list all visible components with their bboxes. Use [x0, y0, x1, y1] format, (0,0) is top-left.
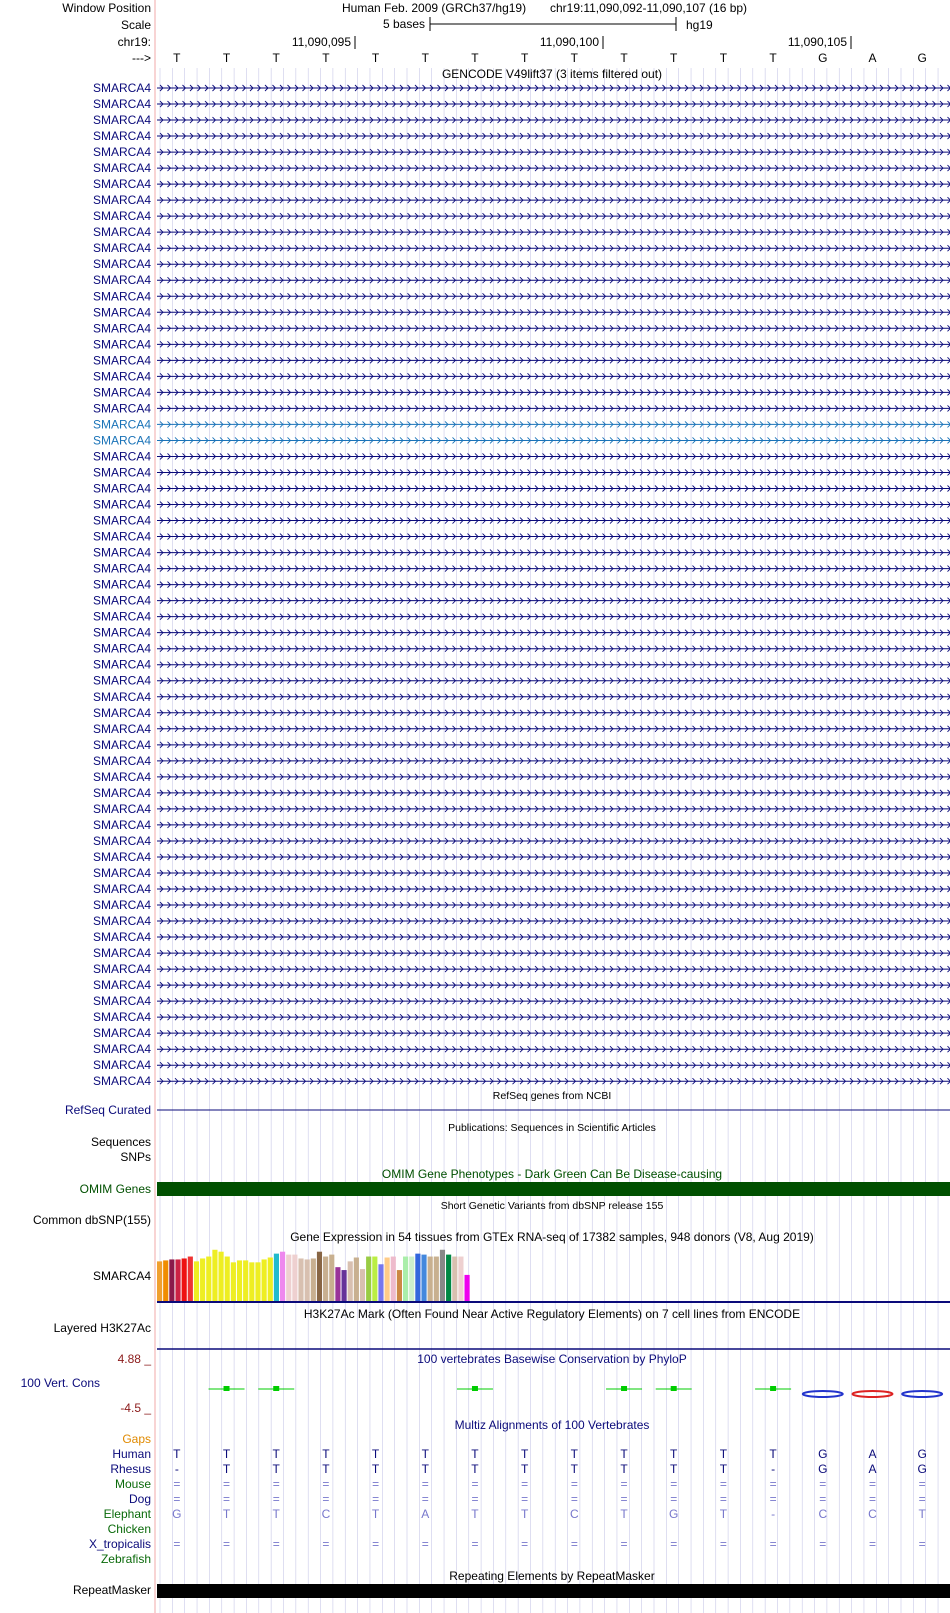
aligned-base: T [719, 1447, 728, 1461]
aligned-base: - [174, 1462, 179, 1476]
gtex-tissue-bar[interactable] [231, 1262, 236, 1301]
gencode-gene-label[interactable]: SMARCA4 [92, 113, 151, 128]
reference-base: T [670, 51, 678, 65]
position-text: chr19:11,090,092-11,090,107 (16 bp) [550, 1, 748, 15]
gtex-label[interactable]: SMARCA4 [92, 1269, 151, 1283]
gencode-gene-label[interactable]: SMARCA4 [92, 161, 151, 176]
scale-text: 5 bases [382, 17, 425, 31]
gtex-tissue-bar[interactable] [421, 1255, 426, 1301]
aligned-base: = [421, 1492, 429, 1506]
gtex-tissue-bar[interactable] [175, 1259, 180, 1301]
phylop-peak [621, 1386, 627, 1391]
omim-title: OMIM Gene Phenotypes - Dark Green Can Be Disease-causing [381, 1167, 723, 1181]
gencode-gene-label[interactable]: SMARCA4 [92, 545, 151, 560]
gtex-tissue-bar[interactable] [452, 1257, 457, 1301]
dbsnp-label[interactable]: Common dbSNP(155) [32, 1213, 151, 1227]
aligned-base: = [471, 1477, 479, 1491]
aligned-base: T [918, 1507, 926, 1521]
gtex-tissue-bar[interactable] [440, 1250, 445, 1301]
gtex-tissue-bar[interactable] [194, 1261, 199, 1301]
chrom-label: chr19: [117, 35, 151, 49]
gencode-gene-label[interactable]: SMARCA4 [92, 1010, 151, 1025]
gencode-gene-label[interactable]: SMARCA4 [92, 241, 151, 256]
aligned-base: T [670, 1462, 678, 1476]
reference-base: T [471, 51, 479, 65]
aligned-base: T [520, 1507, 529, 1521]
aligned-base: = [819, 1477, 827, 1491]
gtex-tissue-bar[interactable] [262, 1259, 267, 1301]
phylop-peak [472, 1386, 478, 1391]
aligned-base: T [570, 1462, 579, 1476]
assembly-text: Human Feb. 2009 (GRCh37/hg19) [342, 1, 527, 15]
gtex-tissue-bar[interactable] [317, 1252, 322, 1301]
gtex-tissue-bar[interactable] [212, 1250, 217, 1301]
gtex-tissue-bar[interactable] [274, 1254, 279, 1301]
aligned-base: T [173, 1447, 181, 1461]
aligned-base: T [322, 1462, 330, 1476]
aligned-base: T [272, 1462, 280, 1476]
aligned-base: T [520, 1447, 529, 1461]
aligned-base: = [421, 1537, 429, 1551]
aligned-base: C [868, 1507, 877, 1521]
gencode-gene-label[interactable]: SMARCA4 [92, 369, 151, 384]
aligned-base: T [620, 1462, 628, 1476]
species-label[interactable]: Chicken [107, 1522, 151, 1536]
multiz-species-row[interactable] [122, 1432, 151, 1446]
phylop-peak [273, 1386, 279, 1391]
gtex-tissue-bar[interactable] [372, 1257, 377, 1301]
gencode-gene-label[interactable]: SMARCA4 [92, 529, 151, 544]
reference-base: T [620, 51, 628, 65]
gtex-tissue-bar[interactable] [292, 1255, 297, 1301]
gtex-tissue-bar[interactable] [255, 1262, 260, 1301]
species-label[interactable]: Gaps [122, 1432, 151, 1446]
aligned-base: T [272, 1507, 280, 1521]
gtex-tissue-bar[interactable] [286, 1255, 291, 1301]
aligned-base: = [670, 1477, 678, 1491]
aligned-base: = [223, 1477, 231, 1491]
repeatmasker-label[interactable]: RepeatMasker [72, 1583, 151, 1597]
phylop-peak [224, 1386, 230, 1391]
reference-base: T [173, 51, 181, 65]
aligned-base: = [322, 1537, 330, 1551]
gencode-gene-label[interactable]: SMARCA4 [92, 1074, 151, 1089]
db-text: hg19 [686, 18, 713, 32]
aligned-base: = [918, 1477, 926, 1491]
gtex-tissue-bar[interactable] [305, 1259, 310, 1301]
phylop-ymin: -4.5 _ [120, 1401, 151, 1415]
gencode-gene-label[interactable]: SMARCA4 [92, 673, 151, 688]
gtex-tissue-bar[interactable] [219, 1252, 224, 1301]
aligned-base: = [868, 1477, 876, 1491]
gtex-tissue-bar[interactable] [249, 1262, 254, 1301]
aligned-base: T [769, 1447, 777, 1461]
aligned-base: = [322, 1477, 330, 1491]
aligned-base: A [868, 1447, 877, 1461]
gencode-gene-label[interactable]: SMARCA4 [92, 417, 151, 432]
strand-label: ---> [132, 51, 151, 65]
gtex-tissue-bar[interactable] [348, 1261, 353, 1301]
gencode-gene-label[interactable]: SMARCA4 [92, 609, 151, 624]
aligned-base: = [223, 1537, 231, 1551]
reference-base: T [322, 51, 330, 65]
gtex-tissue-bar[interactable] [415, 1254, 420, 1301]
aligned-base: T [620, 1507, 628, 1521]
omim-gene-bar[interactable] [157, 1182, 950, 1196]
phylop-label[interactable]: 100 Vert. Cons [20, 1376, 100, 1390]
aligned-base: = [620, 1477, 628, 1491]
gtex-tissue-bar[interactable] [391, 1257, 396, 1301]
gencode-gene-label[interactable]: SMARCA4 [92, 401, 151, 416]
aligned-base: = [719, 1477, 727, 1491]
omim-label[interactable]: OMIM Genes [79, 1182, 151, 1196]
gtex-tissue-bar[interactable] [200, 1258, 205, 1301]
gencode-gene-label[interactable]: SMARCA4 [92, 962, 151, 977]
multiz-alignment[interactable] [89, 1432, 927, 1566]
phylop-ymax: 4.88 _ [117, 1352, 151, 1366]
gtex-tissue-bar[interactable] [446, 1255, 451, 1301]
gtex-tissue-bar[interactable] [323, 1257, 328, 1301]
h3k27ac-label[interactable]: Layered H3K27Ac [53, 1321, 151, 1335]
aligned-base: = [769, 1492, 777, 1506]
gencode-gene-label[interactable]: SMARCA4 [92, 129, 151, 144]
refseq-label[interactable]: RefSeq Curated [64, 1103, 151, 1117]
gencode-gene-label[interactable]: SMARCA4 [92, 833, 151, 848]
phylop-peak [770, 1386, 776, 1391]
aligned-base: C [570, 1507, 579, 1521]
gencode-gene-label[interactable]: SMARCA4 [92, 994, 151, 1009]
aligned-base: = [918, 1492, 926, 1506]
phylop-title: 100 vertebrates Basewise Conservation by PhyloP [417, 1352, 687, 1366]
phylop-peak [671, 1386, 677, 1391]
gencode-gene-label[interactable]: SMARCA4 [92, 801, 151, 816]
gencode-gene-label[interactable]: SMARCA4 [92, 625, 151, 640]
multiz-species-row[interactable] [112, 1447, 927, 1461]
gencode-gene-label[interactable]: SMARCA4 [92, 641, 151, 656]
aligned-base: T [421, 1462, 429, 1476]
aligned-base: T [471, 1507, 479, 1521]
aligned-base: = [521, 1492, 529, 1506]
reference-base: G [917, 51, 927, 65]
aligned-base: = [173, 1492, 181, 1506]
aligned-base: = [670, 1537, 678, 1551]
aligned-base: = [819, 1537, 827, 1551]
aligned-base: = [272, 1477, 280, 1491]
phylop-logo-glyph [902, 1391, 942, 1397]
aligned-base: T [371, 1507, 380, 1521]
gencode-gene-label[interactable]: SMARCA4 [92, 385, 151, 400]
aligned-base: = [769, 1477, 777, 1491]
aligned-base: = [918, 1537, 926, 1551]
gtex-tissue-bar[interactable] [243, 1260, 248, 1301]
gencode-gene-label[interactable]: SMARCA4 [92, 273, 151, 288]
gencode-track[interactable] [93, 81, 950, 1088]
reference-base: G [818, 51, 828, 65]
gencode-gene-label[interactable]: SMARCA4 [92, 753, 151, 768]
species-label[interactable]: Dog [128, 1492, 151, 1506]
aligned-base: A [421, 1507, 430, 1521]
gencode-gene-label[interactable]: SMARCA4 [92, 1058, 151, 1073]
reference-base: T [570, 51, 579, 65]
gtex-tissue-bar[interactable] [397, 1270, 402, 1301]
gtex-tissue-bar[interactable] [163, 1260, 168, 1301]
publications-label-snps[interactable]: SNPs [120, 1150, 151, 1164]
aligned-base: = [570, 1477, 578, 1491]
multiz-species-row[interactable] [101, 1552, 151, 1566]
gencode-gene-label[interactable]: SMARCA4 [92, 593, 151, 608]
reference-bases [173, 51, 927, 65]
aligned-base: = [570, 1537, 578, 1551]
gencode-gene-label[interactable]: SMARCA4 [92, 209, 151, 224]
species-label[interactable]: X_tropicalis [88, 1537, 151, 1551]
aligned-base: = [173, 1537, 181, 1551]
gtex-tissue-bar[interactable] [342, 1270, 347, 1301]
gtex-title: Gene Expression in 54 tissues from GTEx RNA-seq of 17382 samples, 948 donors (V8, Aug 2019) [290, 1230, 814, 1244]
aligned-base: G [818, 1462, 828, 1476]
gtex-tissue-bar[interactable] [225, 1257, 230, 1301]
reference-base: T [222, 51, 231, 65]
multiz-species-row[interactable] [89, 1537, 926, 1551]
gencode-gene-label[interactable]: SMARCA4 [92, 481, 151, 496]
reference-base: T [520, 51, 529, 65]
gencode-gene-label[interactable]: SMARCA4 [92, 497, 151, 512]
reference-base: T [719, 51, 728, 65]
aligned-base: T [520, 1462, 529, 1476]
species-label[interactable]: Mouse [114, 1477, 151, 1491]
gencode-gene-label[interactable]: SMARCA4 [92, 769, 151, 784]
aligned-base: = [719, 1492, 727, 1506]
multiz-species-row[interactable] [108, 1522, 151, 1536]
gtex-tissue-bar[interactable] [458, 1257, 463, 1301]
reference-base: T [371, 51, 380, 65]
aligned-base: = [521, 1537, 529, 1551]
gencode-title: GENCODE V49lift37 (3 items filtered out) [441, 67, 663, 81]
gencode-gene-label[interactable]: SMARCA4 [92, 449, 151, 464]
gtex-tissue-bar[interactable] [465, 1275, 470, 1301]
aligned-base: T [620, 1447, 628, 1461]
aligned-base: = [223, 1492, 231, 1506]
aligned-base: T [570, 1447, 579, 1461]
gencode-gene-label[interactable]: SMARCA4 [92, 657, 151, 672]
gtex-tissue-bar[interactable] [188, 1257, 193, 1301]
gencode-gene-label[interactable]: SMARCA4 [92, 465, 151, 480]
gencode-gene-label[interactable]: SMARCA4 [92, 946, 151, 961]
gencode-gene-label[interactable]: SMARCA4 [92, 289, 151, 304]
aligned-base: = [272, 1492, 280, 1506]
aligned-base: = [272, 1537, 280, 1551]
species-label[interactable]: Rhesus [110, 1462, 151, 1476]
gtex-tissue-bar[interactable] [169, 1259, 174, 1301]
gencode-gene-label[interactable]: SMARCA4 [92, 930, 151, 945]
aligned-base: = [372, 1537, 380, 1551]
aligned-base: = [670, 1492, 678, 1506]
ruler-tick-label: 11,090,105 [787, 35, 847, 49]
multiz-title: Multiz Alignments of 100 Vertebrates [454, 1418, 650, 1432]
aligned-base: C [321, 1507, 331, 1521]
repeatmasker-bar[interactable] [157, 1584, 950, 1598]
aligned-base: = [471, 1492, 479, 1506]
dbsnp-title: Short Genetic Variants from dbSNP release 155 [440, 1200, 664, 1212]
aligned-base: G [669, 1507, 679, 1521]
gencode-gene-label[interactable]: SMARCA4 [92, 1026, 151, 1041]
refseq-title: RefSeq genes from NCBI [492, 1090, 612, 1102]
aligned-base: T [471, 1447, 479, 1461]
aligned-base: T [272, 1447, 280, 1461]
aligned-base: = [620, 1492, 628, 1506]
gencode-gene-label[interactable]: SMARCA4 [92, 577, 151, 592]
gencode-gene-label[interactable]: SMARCA4 [92, 321, 151, 336]
aligned-base: = [719, 1537, 727, 1551]
aligned-base: = [620, 1537, 628, 1551]
gtex-tissue-bar[interactable] [409, 1257, 414, 1301]
aligned-base: = [570, 1492, 578, 1506]
gtex-tissue-bar[interactable] [298, 1258, 303, 1301]
aligned-base: = [421, 1477, 429, 1491]
aligned-base: T [222, 1447, 231, 1461]
gtex-tissue-bar[interactable] [335, 1267, 340, 1301]
gtex-tissue-bar[interactable] [311, 1258, 316, 1301]
gencode-gene-label[interactable]: SMARCA4 [92, 689, 151, 704]
aligned-base: = [769, 1537, 777, 1551]
gtex-tissue-bar[interactable] [385, 1258, 390, 1302]
gtex-tissue-bar[interactable] [428, 1257, 433, 1301]
gencode-gene-label[interactable]: SMARCA4 [92, 81, 151, 95]
aligned-base: = [868, 1537, 876, 1551]
gtex-tissue-bar[interactable] [366, 1257, 371, 1301]
aligned-base: T [222, 1507, 231, 1521]
aligned-base: T [371, 1447, 380, 1461]
gencode-gene-label[interactable]: SMARCA4 [92, 225, 151, 240]
aligned-base: T [322, 1447, 330, 1461]
aligned-base: T [719, 1462, 728, 1476]
gencode-gene-label[interactable]: SMARCA4 [92, 978, 151, 993]
multiz-species-row[interactable] [104, 1507, 927, 1521]
phylop-signal[interactable] [209, 1386, 943, 1397]
gtex-tissue-bar[interactable] [268, 1258, 273, 1302]
aligned-base: - [771, 1507, 776, 1521]
gtex-tissue-bar[interactable] [280, 1252, 285, 1301]
aligned-base: = [819, 1492, 827, 1506]
gencode-gene-label[interactable]: SMARCA4 [92, 705, 151, 720]
gencode-gene-label[interactable]: SMARCA4 [92, 177, 151, 192]
gencode-gene-label[interactable]: SMARCA4 [92, 898, 151, 913]
gencode-gene-label[interactable]: SMARCA4 [92, 257, 151, 272]
aligned-base: G [818, 1447, 828, 1461]
aligned-base: G [917, 1447, 927, 1461]
gencode-gene-label[interactable]: SMARCA4 [92, 785, 151, 800]
gtex-tissue-bar[interactable] [182, 1258, 187, 1301]
gencode-gene-label[interactable]: SMARCA4 [92, 1042, 151, 1057]
gtex-tissue-bar[interactable] [206, 1257, 211, 1301]
aligned-base: T [471, 1462, 479, 1476]
gtex-tissue-bar[interactable] [354, 1258, 359, 1302]
multiz-species-row[interactable] [115, 1477, 926, 1491]
gtex-tissue-bar[interactable] [157, 1261, 162, 1301]
window-position-label: Window Position [62, 1, 151, 15]
gencode-gene-label[interactable]: SMARCA4 [92, 561, 151, 576]
gencode-gene-label[interactable]: SMARCA4 [92, 337, 151, 352]
phylop-logo-glyph [803, 1391, 843, 1397]
multiz-species-row[interactable] [110, 1462, 927, 1476]
phylop-logo-glyph [852, 1391, 892, 1397]
gencode-gene-label[interactable]: SMARCA4 [92, 193, 151, 208]
reference-base: T [769, 51, 777, 65]
aligned-base: G [172, 1507, 182, 1521]
gtex-expression-bars[interactable] [157, 1250, 470, 1301]
gencode-gene-label[interactable]: SMARCA4 [92, 145, 151, 160]
gencode-gene-label[interactable]: SMARCA4 [92, 882, 151, 896]
publications-label-sequences[interactable]: Sequences [90, 1135, 151, 1149]
position-ruler [292, 35, 851, 49]
gencode-gene-label[interactable]: SMARCA4 [92, 305, 151, 320]
aligned-base: T [222, 1462, 231, 1476]
aligned-base: A [868, 1462, 877, 1476]
gencode-gene-label[interactable]: SMARCA4 [92, 721, 151, 736]
gtex-tissue-bar[interactable] [360, 1269, 365, 1301]
reference-base: T [421, 51, 429, 65]
gencode-gene-label[interactable]: SMARCA4 [92, 353, 151, 368]
gtex-tissue-bar[interactable] [403, 1257, 408, 1301]
species-label[interactable]: Elephant [103, 1507, 151, 1521]
gencode-gene-label[interactable]: SMARCA4 [92, 865, 151, 880]
aligned-base: = [322, 1492, 330, 1506]
ruler-tick-label: 11,090,095 [291, 35, 351, 49]
gencode-gene-label[interactable]: SMARCA4 [92, 817, 151, 832]
gencode-gene-label[interactable]: SMARCA4 [92, 849, 151, 864]
aligned-base: T [670, 1447, 678, 1461]
reference-base: T [272, 51, 280, 65]
aligned-base: = [372, 1492, 380, 1506]
aligned-base: = [372, 1477, 380, 1491]
gencode-gene-label[interactable]: SMARCA4 [92, 97, 151, 112]
aligned-base: C [818, 1507, 828, 1521]
gencode-gene-label[interactable]: SMARCA4 [92, 433, 151, 448]
gencode-gene-label[interactable]: SMARCA4 [92, 737, 151, 752]
gtex-tissue-bar[interactable] [329, 1255, 334, 1301]
species-label[interactable]: Human [112, 1447, 151, 1461]
scale-label: Scale [120, 18, 151, 32]
aligned-base: T [371, 1462, 380, 1476]
aligned-base: = [471, 1537, 479, 1551]
aligned-base: T [421, 1447, 429, 1461]
aligned-base: = [173, 1477, 181, 1491]
repeatmasker-title: Repeating Elements by RepeatMasker [449, 1569, 655, 1583]
gtex-tissue-bar[interactable] [378, 1264, 383, 1301]
aligned-base: = [521, 1477, 529, 1491]
aligned-base: = [868, 1492, 876, 1506]
multiz-species-row[interactable] [129, 1492, 926, 1506]
h3k27ac-title: H3K27Ac Mark (Often Found Near Active Regulatory Elements) on 7 cell lines from ENCODE [303, 1307, 801, 1321]
gencode-gene-label[interactable]: SMARCA4 [92, 914, 151, 929]
aligned-base: - [771, 1462, 776, 1476]
aligned-base: G [917, 1462, 927, 1476]
reference-base: A [868, 51, 877, 65]
gencode-gene-label[interactable]: SMARCA4 [92, 513, 151, 528]
gtex-tissue-bar[interactable] [237, 1260, 242, 1301]
ruler-tick-label: 11,090,100 [539, 35, 599, 49]
gtex-tissue-bar[interactable] [434, 1257, 439, 1301]
species-label[interactable]: Zebrafish [100, 1552, 151, 1566]
aligned-base: T [719, 1507, 728, 1521]
publications-title: Publications: Sequences in Scientific Articles [448, 1122, 656, 1134]
